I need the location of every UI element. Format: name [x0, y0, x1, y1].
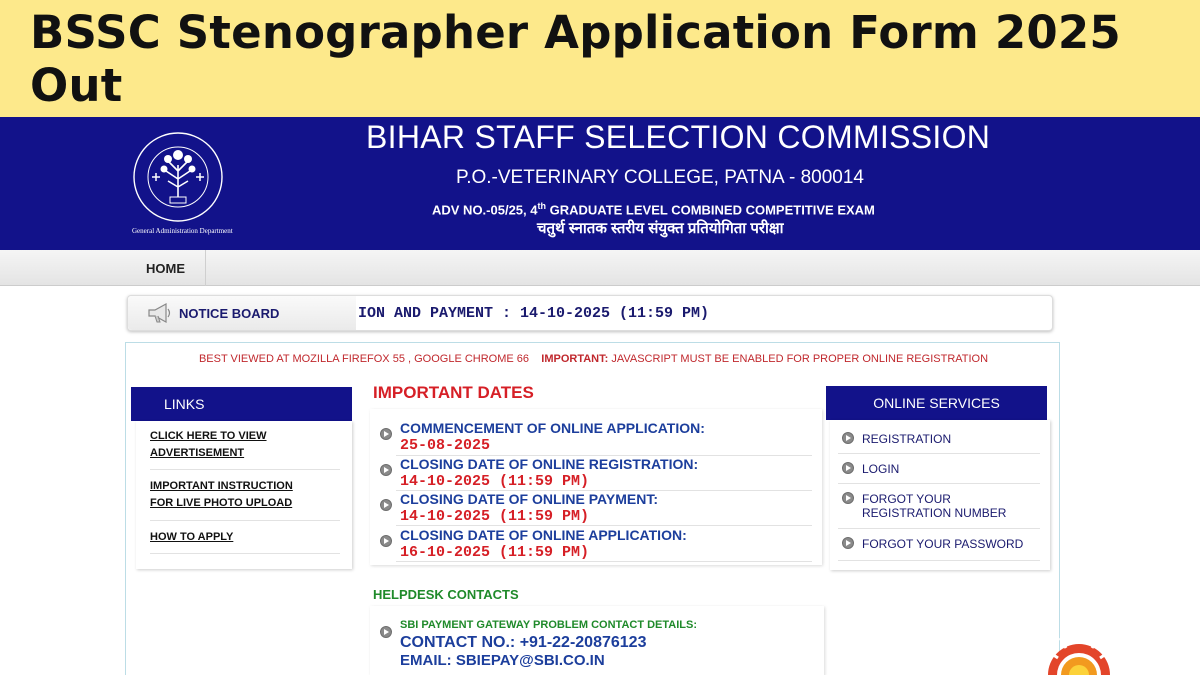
commission-emblem-icon: [122, 127, 252, 239]
service-label: FORGOT YOUR PASSWORD: [862, 537, 1024, 551]
megaphone-icon: [146, 302, 172, 324]
link-divider: [150, 469, 340, 470]
service-divider: [838, 453, 1040, 454]
link-line: IMPORTANT INSTRUCTION: [150, 480, 293, 492]
arrow-bullet-icon: [842, 492, 854, 504]
date-label: COMMENCEMENT OF ONLINE APPLICATION:: [400, 420, 705, 436]
date-label: CLOSING DATE OF ONLINE REGISTRATION:: [400, 456, 699, 472]
notice-scrolling-text[interactable]: ION AND PAYMENT : 14-10-2025 (11:59 PM): [358, 305, 710, 322]
notice-board-label: NOTICE BOARD: [179, 306, 280, 321]
link-divider: [150, 520, 340, 521]
links-panel-header: LINKS: [131, 387, 352, 421]
date-value: 14-10-2025 (11:59 PM): [400, 473, 590, 490]
link-how-to-apply[interactable]: [150, 529, 340, 546]
commission-address: P.O.-VETERINARY COLLEGE, PATNA - 800014: [456, 167, 864, 188]
notice-board: [127, 295, 1053, 331]
link-divider: [150, 553, 340, 554]
service-divider: [838, 528, 1040, 529]
advertisement-line: [432, 201, 875, 217]
link-line: FOR LIVE PHOTO UPLOAD: [150, 497, 293, 509]
notice-label-area: [128, 296, 356, 330]
helpdesk-panel: [370, 606, 824, 675]
headline-banner: [0, 0, 1200, 117]
hindi-exam-title: चतुर्थ स्नातक स्तरीय संयुक्त प्रतियोगिता परीक्षा: [537, 220, 784, 237]
adv-sup: th: [537, 201, 546, 211]
service-divider: [838, 560, 1040, 561]
service-divider: [838, 483, 1040, 484]
date-label: CLOSING DATE OF ONLINE PAYMENT:: [400, 491, 658, 507]
date-value: 25-08-2025: [400, 437, 491, 454]
helpdesk-email[interactable]: EMAIL: SBIEPAY@SBI.CO.IN: [400, 652, 605, 669]
date-value: 16-10-2025 (11:59 PM): [400, 544, 590, 561]
nav-home-link[interactable]: HOME: [126, 250, 206, 286]
arrow-bullet-icon: [380, 499, 392, 511]
arrow-bullet-icon: [380, 626, 392, 638]
arrow-bullet-icon: [380, 464, 392, 476]
online-services-header: ONLINE SERVICES: [826, 386, 1047, 420]
date-label: CLOSING DATE OF ONLINE APPLICATION:: [400, 527, 687, 543]
browser-note: [126, 353, 1061, 365]
link-line: ADVERTISEMENT: [150, 447, 245, 459]
nav-bar: [0, 250, 1200, 286]
commission-header: [0, 117, 1200, 250]
service-label: FORGOT YOUR: [862, 492, 951, 506]
date-value: 14-10-2025 (11:59 PM): [400, 508, 590, 525]
adv-prefix: ADV NO.-05/25, 4: [432, 202, 538, 218]
date-divider: [396, 561, 812, 562]
service-label: REGISTRATION NUMBER: [862, 506, 1007, 520]
link-line: HOW TO APPLY: [150, 531, 234, 543]
link-live-photo-instruction[interactable]: [150, 478, 340, 512]
important-label: IMPORTANT:: [541, 353, 609, 365]
service-label: REGISTRATION: [862, 432, 952, 446]
arrow-bullet-icon: [842, 537, 854, 549]
service-label: LOGIN: [862, 462, 900, 476]
link-line: CLICK HERE TO VIEW: [150, 430, 267, 442]
commission-title: BIHAR STAFF SELECTION COMMISSION: [366, 119, 991, 155]
helpdesk-subtitle: SBI PAYMENT GATEWAY PROBLEM CONTACT DETAILS:: [400, 619, 698, 631]
arrow-bullet-icon: [380, 428, 392, 440]
arrow-bullet-icon: [842, 462, 854, 474]
important-dates-title: IMPORTANT DATES: [373, 383, 534, 402]
arrow-bullet-icon: [380, 535, 392, 547]
date-divider: [396, 525, 812, 526]
adv-suffix: GRADUATE LEVEL COMBINED COMPETITIVE EXAM: [546, 202, 875, 218]
important-dates-panel: [370, 409, 822, 565]
link-view-advertisement[interactable]: [150, 428, 340, 462]
browser-note-text: BEST VIEWED AT MOZILLA FIREFOX 55 , GOOGLE CHROME 66: [198, 353, 530, 365]
online-services-panel: [830, 420, 1050, 570]
important-text: JAVASCRIPT MUST BE ENABLED FOR PROPER ONLINE REGISTRATION: [608, 353, 989, 365]
headline-text: BSSC Stenographer Application Form 2025 Out: [30, 5, 1121, 112]
emblem-bottom-text: General Administration Department: [132, 227, 233, 235]
links-panel: [136, 421, 352, 569]
helpdesk-contact-number: CONTACT NO.: +91-22-20876123: [400, 634, 647, 651]
arrow-bullet-icon: [842, 432, 854, 444]
sunrise-logo-icon: [1046, 630, 1112, 675]
helpdesk-title: HELPDESK CONTACTS: [373, 587, 519, 602]
